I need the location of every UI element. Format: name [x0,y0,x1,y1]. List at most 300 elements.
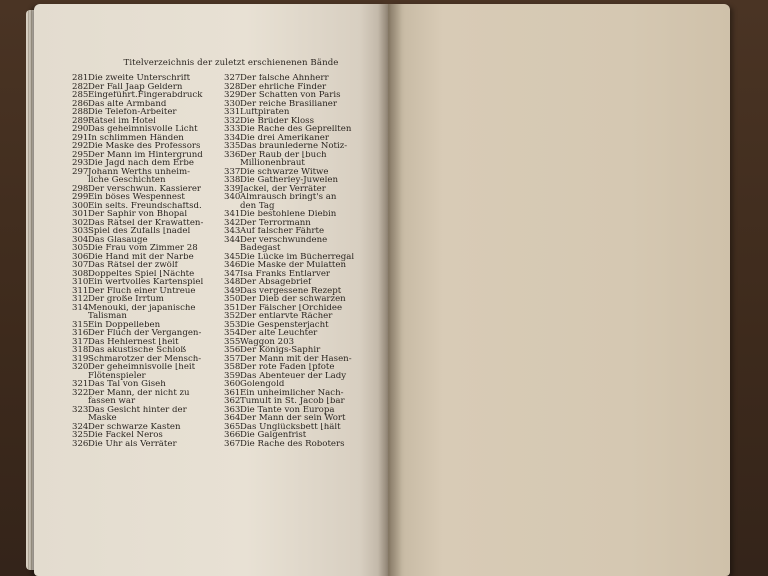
title-line: Der Mann im Hintergrund [88,150,203,159]
title-entry [224,321,356,330]
title-line: Der rote Faden [pfote [240,363,335,372]
title-entry [72,440,222,449]
title-entry [224,83,356,92]
volume-number: 339 [224,184,241,193]
title-entry [224,287,356,296]
volume-number: 338 [224,176,241,185]
title-line: Rätsel im Hotel [88,116,156,125]
title-line: liche Geschichten [88,175,166,185]
volume-title [88,193,185,202]
volume-title [88,159,194,168]
title-line: Die zweite Unterschrift [88,74,191,83]
title-entry [224,295,356,304]
volume-title [240,278,311,287]
title-line: Die drei Amerikaner [240,133,329,142]
title-line: Badegast [240,243,281,253]
title-line: Ein unheimlicher Nach- [240,388,344,397]
title-line: Das Abenteuer der Lady [240,371,347,380]
title-entry [72,202,222,211]
title-entry [224,389,356,398]
title-line: Der ehrliche Finder [240,82,327,91]
title-entry [224,219,356,228]
volume-title [240,185,326,194]
volume-number: 304 [72,235,89,244]
title-line: Die Fackel Neros [88,431,163,440]
volume-number: 351 [224,303,241,312]
volume-title [88,134,184,143]
volume-title [240,304,342,313]
volume-title [88,117,156,126]
title-entry [72,117,222,126]
volume-title [240,295,346,304]
title-line: Die Tante von Europa [240,405,335,414]
volume-number: 364 [224,414,241,423]
volume-title [88,227,190,236]
volume-title [88,440,177,449]
volume-number: 300 [72,201,89,210]
volume-title [240,219,311,228]
volume-title [240,338,294,347]
volume-number: 305 [72,244,89,253]
title-line: Der Fluch der Vergangen- [88,329,202,338]
volume-title [240,236,327,253]
volume-title [240,329,317,338]
title-entry [72,74,222,83]
title-entry [72,91,222,100]
volume-title [240,423,341,432]
title-line: Der geheimnisvolle [heit [88,363,196,372]
volume-title [240,253,354,262]
volume-number: 361 [224,388,241,397]
title-entry [224,261,356,270]
volume-number: 327 [224,74,241,83]
volume-number: 335 [224,142,241,151]
volume-title [240,397,345,406]
volume-title [88,219,203,228]
title-entry [72,295,222,304]
title-line: Der Terrormann [240,218,311,227]
title-entry [224,134,356,143]
volume-title [240,261,346,270]
title-entry [72,278,222,287]
title-line: Die Maske des Professors [88,142,201,151]
volume-title [88,278,203,287]
volume-title [240,227,324,236]
volume-number: 321 [72,380,89,389]
title-line: Flötenspieler [88,370,146,380]
volume-title [88,83,182,92]
volume-title [240,380,284,389]
title-line: Die bestohlene Diebin [240,210,337,219]
volume-title [240,210,336,219]
title-line: Das geheimnisvolle Licht [88,125,198,134]
title-line: Millionenbraut [240,158,305,168]
title-entry [72,108,222,117]
title-entry [224,312,356,321]
volume-number: 348 [224,278,241,287]
volume-title [88,295,164,304]
volume-number: 297 [72,167,89,177]
title-line: Johann Werths unheim- [88,167,191,177]
title-entry [72,159,222,168]
title-entry [72,431,222,440]
volume-title [88,363,195,380]
title-line: Die Jagd nach dem Erbe [88,159,194,168]
volume-title [88,125,198,134]
title-entry [224,397,356,406]
title-entry [72,363,222,380]
volume-number: 355 [224,337,241,346]
title-entry [224,125,356,134]
title-line: Das Gesicht hinter der [88,405,187,415]
volume-number: 317 [72,337,89,346]
title-entry [224,185,356,194]
volume-number: 359 [224,371,241,380]
volume-title [88,261,178,270]
volume-number: 360 [224,380,241,389]
volume-number: 310 [72,278,89,287]
volume-number: 308 [72,269,89,278]
volume-number: 347 [224,269,241,278]
volume-title [240,134,329,143]
volume-title [88,236,148,245]
title-entry [224,406,356,415]
volume-number: 358 [224,363,241,372]
title-entry [224,193,356,210]
volume-title [88,74,190,83]
volume-number: 323 [72,405,89,415]
volume-number: 356 [224,346,241,355]
title-line: Ein Doppelleben [88,320,161,329]
title-line: Das akustische Schloß [88,346,187,355]
volume-title [88,91,202,100]
title-line: Ein böses Wespennest [88,193,185,202]
volume-number: 353 [224,320,241,329]
title-line: Der große Irrtum [88,295,164,304]
title-line: Maske [88,413,117,423]
title-line: Der Saphir von Bhopal [88,210,188,219]
volume-number: 354 [224,329,241,338]
volume-number: 331 [224,108,241,117]
volume-number: 285 [72,91,89,100]
title-entry [224,253,356,262]
volume-number: 307 [72,261,89,270]
volume-number: 322 [72,388,89,398]
volume-title [240,100,337,109]
title-entry [72,100,222,109]
title-entry [72,151,222,160]
volume-number: 363 [224,405,241,414]
volume-number: 306 [72,252,89,261]
volume-title [240,312,332,321]
volume-number: 367 [224,439,241,448]
title-entry [72,389,222,406]
volume-number: 292 [72,142,89,151]
volume-number: 324 [72,422,89,431]
title-entry [72,193,222,202]
title-line: Die Gespensterjacht [240,320,329,329]
title-line: In schlimmen Händen [88,133,184,142]
volume-number: 291 [72,133,89,142]
volume-number: 286 [72,99,89,108]
title-entry [72,168,222,185]
title-entry [224,236,356,253]
volume-number: 302 [72,218,89,227]
title-entry [224,151,356,168]
title-entry [72,185,222,194]
title-line: Der alte Leuchter [240,329,318,338]
volume-number: 352 [224,312,241,321]
volume-title [88,406,187,423]
title-line: Der Fall Jaap Geldern [88,82,183,91]
title-entry [72,406,222,423]
title-column-left [72,74,222,448]
title-line: Isa Franks Entlarver [240,269,331,278]
volume-title [240,270,330,279]
volume-number: 345 [224,252,241,261]
title-line: Doppeltes Spiel [Nächte [88,269,195,278]
volume-number: 365 [224,422,241,431]
volume-title [240,125,351,134]
title-line: Der Dieb der schwarzen [240,295,346,304]
title-line: Das Hehlernest [heit [88,337,179,346]
volume-number: 293 [72,159,89,168]
title-line: Die Rache des Roboters [240,439,345,448]
volume-title [88,431,163,440]
title-line: Das Rätsel der Krawatten- [88,218,204,227]
volume-number: 337 [224,167,241,176]
title-line: Der Raub der [buch [240,150,327,160]
volume-title [240,355,352,364]
volume-number: 328 [224,82,241,91]
volume-number: 298 [72,184,89,193]
volume-title [240,440,345,449]
volume-title [88,100,166,109]
title-entry [224,100,356,109]
title-line: Der Fluch einer Untreue [88,286,196,295]
volume-title [240,372,346,381]
title-entry [72,338,222,347]
title-line: Die Lücke im Bücherregal [240,252,355,261]
volume-title [88,142,200,151]
volume-title [240,151,327,168]
title-line: Der Absagebrief [240,278,312,287]
title-line: Die Hand mit der Narbe [88,252,194,261]
volume-title [240,117,314,126]
volume-number: 340 [224,193,241,202]
volume-title [88,329,201,338]
volume-title [240,389,344,398]
volume-title [88,389,190,406]
volume-title [240,83,326,92]
volume-title [240,346,320,355]
title-line: Menouki, der japanische [88,303,196,313]
title-entry [224,91,356,100]
volume-title [240,108,289,117]
volume-number: 301 [72,210,89,219]
volume-number: 329 [224,91,241,100]
right-page [388,4,730,576]
title-entry [72,287,222,296]
volume-number: 311 [72,286,89,295]
volume-number: 332 [224,116,241,125]
volume-title [240,193,336,210]
title-entry [224,227,356,236]
title-line: Der entlarvte Rächer [240,312,333,321]
title-entry [72,346,222,355]
title-entry [72,304,222,321]
title-entry [224,440,356,449]
title-line: Jackel, der Verräter [240,184,326,193]
volume-number: 333 [224,125,241,134]
volume-number: 282 [72,82,89,91]
title-entry [72,355,222,364]
title-entry [72,261,222,270]
title-line: Der Königs-Saphir [240,346,321,355]
volume-number: 320 [72,363,89,372]
volume-title [88,202,202,211]
title-line: Der Schatten von Paris [240,91,341,100]
title-entry [224,142,356,151]
volume-number: 336 [224,150,241,160]
title-line: Almrausch bringt's an [240,193,337,202]
volume-number: 343 [224,227,241,236]
title-entry [224,423,356,432]
title-line: den Tag [240,200,275,210]
title-entry [72,219,222,228]
volume-title [88,355,201,364]
title-line: Die Galgenfrist [240,431,307,440]
title-entry [224,108,356,117]
volume-number: 350 [224,295,241,304]
title-entry [72,142,222,151]
volume-title [88,253,194,262]
title-line: Das braunlederne Notiz- [240,142,348,151]
volume-number: 349 [224,286,241,295]
volume-title [88,380,166,389]
volume-title [88,338,179,347]
volume-title [240,363,334,372]
title-entry [72,125,222,134]
title-line: Der schwarze Kasten [88,422,181,431]
title-entry [224,304,356,313]
volume-number: 303 [72,227,89,236]
title-entry [224,346,356,355]
title-entry [224,372,356,381]
title-line: Tumult in St. Jacob [bar [240,397,345,406]
volume-title [88,346,186,355]
title-entry [224,338,356,347]
title-entry [224,210,356,219]
title-line: Die Frau vom Zimmer 28 [88,244,198,253]
volume-number: 366 [224,431,241,440]
volume-title [88,244,198,253]
title-line: Die Uhr als Verräter [88,439,177,448]
title-line: Schmarotzer der Mensch- [88,354,202,363]
title-entry [72,227,222,236]
title-line: Der Mann der sein Wort [240,414,346,423]
title-line: Eingeführt.Fingerabdruck [88,91,203,100]
book-spine [378,4,402,576]
title-line: Waggon 203 [240,337,295,346]
volume-title [240,168,328,177]
volume-number: 312 [72,295,89,304]
volume-number: 319 [72,354,89,363]
title-line: Die Telefon-Arbeiter [88,108,177,117]
title-entry [72,134,222,143]
title-entry [224,117,356,126]
title-entry [224,278,356,287]
volume-number: 299 [72,193,89,202]
volume-title [88,287,195,296]
volume-number: 318 [72,346,89,355]
volume-title [240,142,347,151]
title-entry [224,270,356,279]
title-line: Der verschwundene [240,235,328,245]
volume-title [240,431,306,440]
volume-title [88,108,177,117]
title-line: Der reiche Brasilianer [240,99,337,108]
title-entry [224,329,356,338]
volume-title [88,151,203,160]
title-line: Der Mann mit der Hasen- [240,354,352,363]
volume-number: 341 [224,210,241,219]
title-line: Das Unglücksbett [hält [240,422,341,431]
title-entry [224,363,356,372]
title-line: Die schwarze Witwe [240,167,329,176]
title-line: Talisman [88,311,127,321]
index-heading: Titelverzeichnis der zuletzt erschienenen Bände [123,58,339,68]
title-entry [72,244,222,253]
title-entry [72,321,222,330]
volume-number: 295 [72,150,89,159]
volume-title [88,423,181,432]
title-line: Auf falscher Fährte [240,227,325,236]
volume-title [88,210,187,219]
title-line: Der Mann, der nicht zu [88,388,190,398]
volume-number: 289 [72,116,89,125]
volume-title [240,74,329,83]
volume-title [240,287,341,296]
volume-title [240,91,341,100]
title-entry [224,380,356,389]
title-entry [224,168,356,177]
title-line: Die Gatherley-Juwelen [240,176,339,185]
volume-number: 290 [72,125,89,134]
volume-title [88,304,196,321]
title-line: Ein selts. Freundschaftsd. [88,201,202,210]
title-column-right [224,74,356,448]
title-entry [72,329,222,338]
volume-title [88,270,194,279]
title-line: Der Fälscher [Orchidee [240,303,343,312]
volume-number: 315 [72,320,89,329]
title-entry [224,355,356,364]
title-entry [72,83,222,92]
title-entry [224,176,356,185]
volume-number: 334 [224,133,241,142]
title-line: Die Brüder Kloss [240,116,315,125]
title-entry [72,236,222,245]
volume-number: 330 [224,99,241,108]
volume-title [88,168,190,185]
title-entry [72,270,222,279]
volume-number: 281 [72,74,89,83]
title-line: Die Maske der Mulatten [240,261,346,270]
title-line: Die Rache des Geprellten [240,125,352,134]
title-line: Das Rätsel der zwölf [88,261,178,270]
title-line: Spiel des Zufalls [nadel [88,227,191,236]
